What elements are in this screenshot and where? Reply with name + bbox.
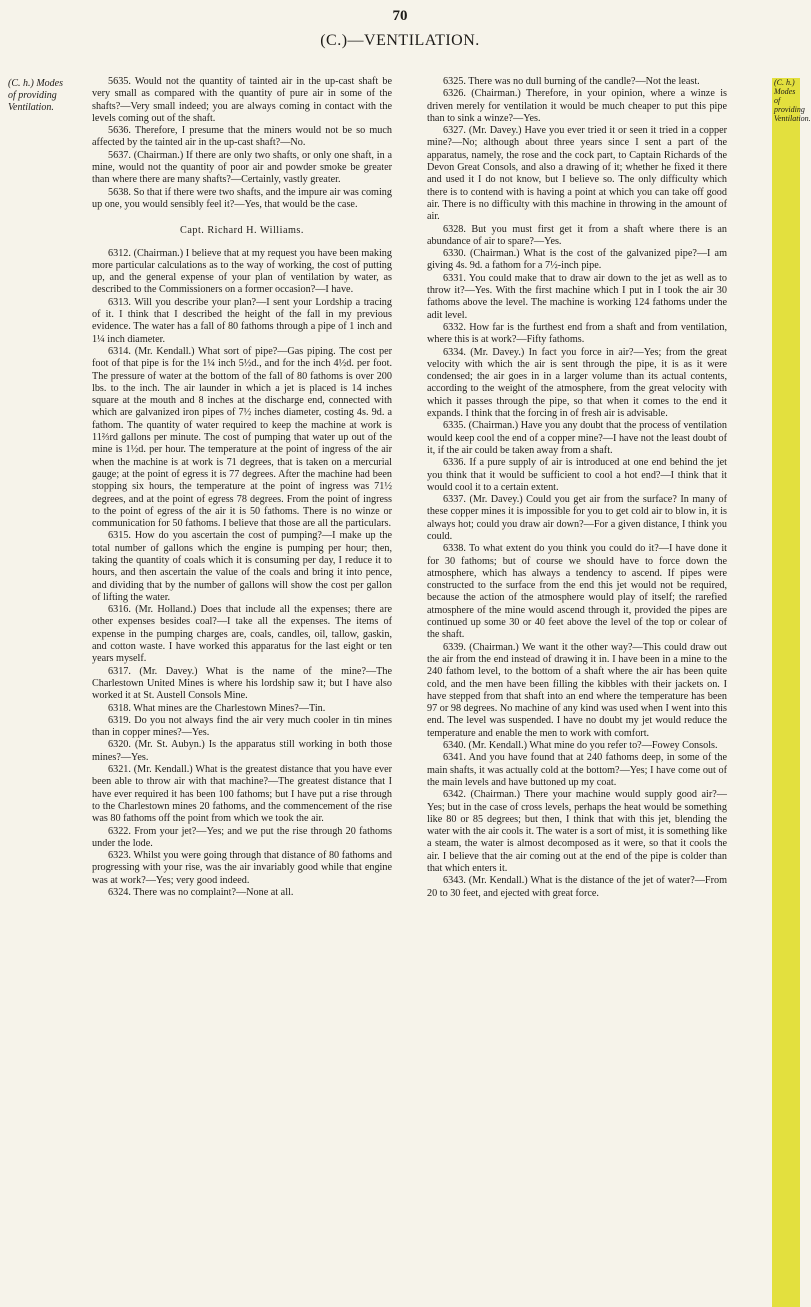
paragraph: 6342. (Chairman.) There your machine would supply good air?—Yes; but in the case of cross levels, perhaps the heat would be something like 80 or 85 degrees; but then, I think that with this jet, blending the water with the air cools it. The water is a sort of mist, it is something like a steam, the water is almost decomposed as it were, so that it cools the air. I believe that the air coming out at the end of the pipe is colder than that which enters it. — [427, 789, 727, 874]
paragraph: 6327. (Mr. Davey.) Have you ever tried it or seen it tried in a copper mine?—No; although about three years since I sent a part of the apparatus, namely, the rose and the cock part, to Captain Richards of the Devon Great Consols, and also a drawing of it; whether he fixed it there and used it I do not know, but I believe so. The only difficulty which there is to contend with is having a point at which you can take off good air. There is no difficulty with this machine in throwing in the amount of air. — [427, 125, 727, 223]
margin-line: of providing — [8, 90, 57, 101]
paragraph: 6328. But you must first get it from a shaft where there is an abundance of air to spare?—Yes. — [427, 223, 727, 247]
paragraph: 6314. (Mr. Kendall.) What sort of pipe?—Gas piping. The cost per foot of that pipe is for the 1¼ inch 5½d., and for the inch 4½d. per foot. The pressure of water at the bottom of the fall of 80 fathoms is over 200 lbs. to the inch. The air launder in which a jet is placed is 14 inches square at the mouth and 8 inches at the discharge end, connected with which are galvanized iron pipes of 7½ inches diameter, costing 4s. 9d. a fathom. The quantity of water required to keep the machine at work is 11⅔rd gallons per minute. The cost of pumping that water up out of the mine is 1½d. per hour. The temperature at the point of ingress of the air when the machine is at work is 71 degrees, that is taken on a mercurial gauge; at the point of egress it is 77 degrees. After the machine had been stopping six hours, the temperature at the point of ingress was 71½ degrees, and at the point of egress 78 degrees. From the point of ingress to the point of egress of the air it is 50 fathoms. There is no winze or communication for 50 fathoms. I believe that those are all the particulars. — [92, 345, 392, 530]
margin-note-left — [8, 78, 90, 114]
paragraph: 6312. (Chairman.) I believe that at my request you have been making more particular calculations as to the way of working, the cost of putting up, and the general expense of your plan of ventilation by water, as described to the Commissioners on a former occasion?—I have. — [92, 247, 392, 296]
paragraph: 6332. How far is the furthest end from a shaft and from ventilation, where this is at work?—Fifty fathoms. — [427, 321, 727, 346]
paragraph: 6319. Do you not always find the air very much cooler in tin mines than in copper mines?—Yes. — [92, 714, 392, 739]
paragraph: 5636. Therefore, I presume that the miners would not be so much affected by the tainted air in the up-cast shaft?—No. — [92, 125, 392, 149]
paragraph: 6343. (Mr. Kendall.) What is the distance of the jet of water?—From 20 to 30 feet, and ejected with great force. — [427, 875, 727, 899]
paragraph: 6324. There was no complaint?—None at all. — [108, 887, 294, 898]
margin-line: of providing — [774, 96, 805, 114]
paragraph: 6334. (Mr. Davey.) In fact you force in air?—Yes; from the great velocity with which the air is sent through the pipe, it is as it were condensed; the air goes in in a larger volume than its actual contents, according to the weight of the atmosphere, from the great velocity with which it passes through the pipe, so that when it comes to the end it expands. I think that the forcing in of fresh air is advisable. — [427, 346, 727, 420]
paragraph: 6330. (Chairman.) What is the cost of the galvanized pipe?—I am giving 4s. 9d. a fathom for a 7½-inch pipe. — [427, 248, 727, 272]
paragraph: 6313. Will you describe your plan?—I sent your Lordship a tracing of it. I think that I described the height of the fall in my previous evidence. The water has a fall of 80 fathoms through a pipe of 1 inch and 1¼ inch diameter. — [92, 296, 392, 345]
paragraph: 6321. (Mr. Kendall.) What is the greatest distance that you have ever been able to throw air with that machine?—The greatest distance that I have ever required it has been 100 fathoms; but I have put a rise through to the Charlestown mines 20 fathoms, and the commencement of the rise was 80 fathoms off the point from which we took the air. — [92, 764, 392, 825]
paragraph: 6336. If a pure supply of air is introduced at one end behind the jet you think that it would be sufficient to cool a hot end?—I think that it would cool it to a certain extent. — [427, 457, 727, 493]
paragraph: 6326. (Chairman.) Therefore, in your opinion, where a winze is driven merely for ventilation it would be much cheaper to put this pipe than to sink a winze?—Yes. — [427, 88, 727, 124]
margin-line: Ventilation. — [774, 114, 811, 123]
paragraph: 6338. To what extent do you think you could do it?—I have done it for 30 fathoms; but of course we should have to force down the atmosphere, which has always a tendency to ascend. If pipes were constructed to the surface from the end this jet would not be required, because the action of the atmosphere would play of itself; the rarefied atmosphere of the mine would ascend through it, provided the pipes are continued up some 30 or 40 feet above the level of the top or colear of the shaft. — [427, 543, 727, 641]
paragraph: 6318. What mines are the Charlestown Mines?—Tin. — [108, 702, 326, 714]
paragraph: 6331. You could make that to draw air down to the jet as well as to throw it?—Yes. With the first machine which I put in I took the air 30 fathoms above the level. The machine is working 124 fathoms under the adit level. — [427, 272, 727, 321]
running-title: (C.)—VENTILATION. — [320, 32, 480, 49]
page-number: 70 — [392, 8, 408, 24]
paragraph: 5638. So that if there were two shafts, and the impure air was coming up one, you would sensibly feel it?—Yes, that would be the case. — [92, 186, 392, 210]
paragraph: 6325. There was no dull burning of the candle?—Not the least. — [443, 76, 700, 87]
paragraph: 6315. How do you ascertain the cost of pumping?—I make up the total number of gallons which the engine is pumping per hour; then, taking the quantity of coals which it is consuming per day, I reduce it to hours, and then ascertain the value of the coals and bring it into pence, and dividing that by the number of gallons will show the cost per gallon of lifting the water. — [92, 530, 392, 603]
paragraph: 6337. (Mr. Davey.) Could you get air from the surface? In many of these copper mines it is impossible for you to get cold air to blow in, it is always hot; could you draw air down?—For a given distance, I think you could. — [427, 494, 727, 542]
paragraph: 6317. (Mr. Davey.) What is the name of the mine?—The Charlestown United Mines is where his lordship saw it; but I have also worked it at St. Austell Consols Mine. — [92, 665, 392, 702]
paragraph: 6320. (Mr. St. Aubyn.) Is the apparatus still working in both those mines?—Yes. — [92, 739, 392, 763]
text-column-left — [92, 76, 392, 1296]
margin-note-right — [772, 78, 811, 1307]
paragraph: 6335. (Chairman.) Have you any doubt that the process of ventilation would keep cool the end of a copper mine?—I have not the least doubt of it, if the air could be taken away from a shaft. — [427, 420, 727, 456]
paragraph: 6323. Whilst you were going through that distance of 80 fathoms and progressing with your rise, was the air invariably good while that engine was at work?—Yes; very good indeed. — [92, 850, 392, 886]
text-column-right — [427, 76, 727, 1296]
paragraph: 6339. (Chairman.) We want it the other way?—This could draw out the air from the end instead of drawing it in. I have been in a mine to the 240 fathom level, to the bottom of a shaft where the air has been quite cold, and the men have been filling the kibbles with their jackets on. I have stepped from that shaft into an end where the temperature has been 97 or 98 degrees. No machine of any kind was used when I went into this end. The level was suspended. I have no doubt my jet would reduce the temperature and enable the men to work with comfort. — [427, 641, 727, 739]
paragraph: 5637. (Chairman.) If there are only two shafts, or only one shaft, in a mine, would not the quantity of poor air and powder smoke be greater than where there are many shafts?—Certainly, vastly greater. — [92, 149, 392, 186]
margin-line: Ventilation. — [8, 102, 54, 113]
paragraph: 6322. From your jet?—Yes; and we put the rise through 20 fathoms under the lode. — [92, 825, 392, 849]
margin-line: (C. h.) Modes — [8, 78, 63, 89]
margin-line: (C. h.) Modes — [774, 78, 796, 96]
paragraph: 6316. (Mr. Holland.) Does that include all the expenses; there are other expenses besides coal?—I take all the expenses. The items of expense in the pumping charges are, coals, candles, oil, tallow, gaskin, and cotton waste. I have worked this apparatus for the last eight or ten years myself. — [92, 604, 392, 665]
paragraph: 5635. Would not the quantity of tainted air in the up-cast shaft be very small as compared with the quantity of pure air in some of the shafts?—Very small indeed; you are always coming in contact with the levels coming out of the shaft. — [92, 76, 392, 124]
witness-heading: Capt. Richard H. Williams. — [180, 225, 304, 237]
paragraph: 6340. (Mr. Kendall.) What mine do you refer to?—Fowey Consols. — [443, 740, 718, 752]
paragraph: 6341. And you have found that at 240 fathoms deep, in some of the main shafts, it was actually cold at the bottom?—Yes; I have come out of the main levels and have buttoned up my coat. — [427, 752, 727, 788]
